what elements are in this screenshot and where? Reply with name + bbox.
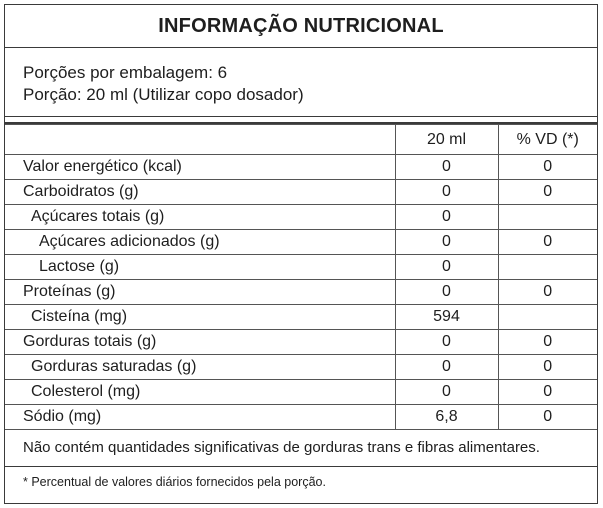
- nutrient-name: Proteínas (g): [5, 280, 395, 305]
- table-row: [5, 180, 597, 205]
- table-row: [5, 305, 597, 330]
- nutrient-daily-value: 0: [498, 405, 597, 430]
- nutrient-name: Carboidratos (g): [5, 180, 395, 205]
- nutrient-amount: 594: [395, 305, 498, 330]
- nutrient-name: Sódio (mg): [5, 405, 395, 430]
- nutrient-amount: 0: [395, 205, 498, 230]
- nutrient-daily-value: [498, 305, 597, 330]
- nutrient-name: Colesterol (mg): [5, 380, 395, 405]
- trans-fat-note: Não contém quantidades significativas de gorduras trans e fibras alimentares.: [5, 430, 597, 467]
- nutrient-daily-value: 0: [498, 230, 597, 255]
- nutrition-facts-label: [4, 4, 598, 504]
- nutrient-amount: 0: [395, 155, 498, 180]
- table-row: [5, 405, 597, 430]
- table-row: [5, 230, 597, 255]
- header-daily-value: % VD (*): [498, 125, 597, 155]
- nutrient-amount: 0: [395, 380, 498, 405]
- nutrient-amount: 0: [395, 355, 498, 380]
- nutrient-amount: 0: [395, 230, 498, 255]
- nutrient-amount: 0: [395, 330, 498, 355]
- nutrient-name: Gorduras saturadas (g): [5, 355, 395, 380]
- table-row: [5, 330, 597, 355]
- nutrient-daily-value: [498, 205, 597, 230]
- nutrient-name: Lactose (g): [5, 255, 395, 280]
- table-row: [5, 255, 597, 280]
- servings-per-package: Porções por embalagem: 6: [23, 63, 228, 82]
- label-title: INFORMAÇÃO NUTRICIONAL: [5, 5, 597, 48]
- nutrient-name: Açúcares totais (g): [5, 205, 395, 230]
- serving-info: [5, 48, 597, 117]
- header-amount: 20 ml: [395, 125, 498, 155]
- table-row: [5, 205, 597, 230]
- nutrient-daily-value: 0: [498, 280, 597, 305]
- nutrient-amount: 0: [395, 180, 498, 205]
- nutrition-table: [5, 124, 597, 430]
- portion-size: Porção: 20 ml (Utilizar copo dosador): [23, 85, 304, 104]
- table-row: [5, 155, 597, 180]
- nutrient-amount: 6,8: [395, 405, 498, 430]
- section-divider: [5, 117, 597, 124]
- nutrient-daily-value: 0: [498, 355, 597, 380]
- table-row: [5, 280, 597, 305]
- nutrient-daily-value: 0: [498, 155, 597, 180]
- nutrient-amount: 0: [395, 255, 498, 280]
- nutrient-name: Cisteína (mg): [5, 305, 395, 330]
- nutrient-daily-value: 0: [498, 180, 597, 205]
- nutrient-daily-value: [498, 255, 597, 280]
- nutrient-name: Valor energético (kcal): [5, 155, 395, 180]
- table-header-row: [5, 125, 597, 155]
- table-row: [5, 380, 597, 405]
- nutrient-amount: 0: [395, 280, 498, 305]
- header-nutrient: [5, 125, 395, 155]
- nutrient-name: Gorduras totais (g): [5, 330, 395, 355]
- nutrient-daily-value: 0: [498, 380, 597, 405]
- daily-value-footnote: * Percentual de valores diários fornecidos pela porção.: [23, 475, 326, 489]
- table-row: [5, 355, 597, 380]
- nutrient-name: Açúcares adicionados (g): [5, 230, 395, 255]
- nutrient-daily-value: 0: [498, 330, 597, 355]
